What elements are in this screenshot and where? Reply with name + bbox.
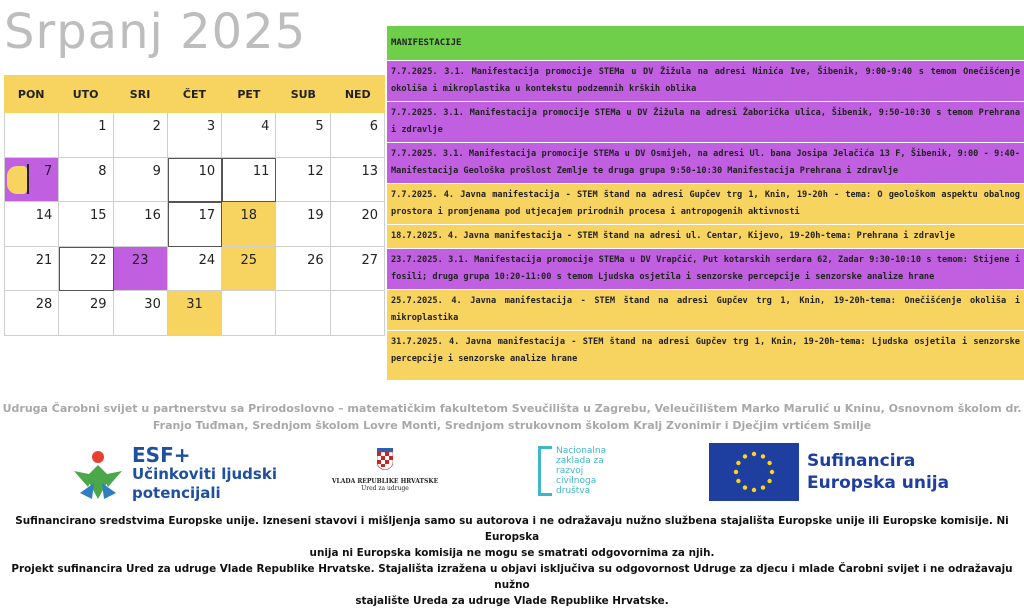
day-cell[interactable]: 27 [331, 247, 385, 292]
event-item: 7.7.2025. 3.1. Manifestacija promocije STEMa u DV Žižula na adresi Žaborička ulica, Šibenik, 9:50-10:30 s temom Prehrana i zdravlje [387, 101, 1024, 142]
day-cell[interactable]: 2 [114, 113, 168, 158]
day-cell[interactable]: 13 [331, 158, 385, 203]
nzrcd-line: razvoj [556, 466, 584, 476]
day-cell[interactable]: 1 [59, 113, 113, 158]
disclaimer-line: Projekt sufinancira Ured za udruge Vlade Republike Hrvatske. Stajališta izražena u objavi isključiva su odgovornost Udruge za djecu i mlade Čarobni svijet i ne odražavaju nužno [11, 563, 1013, 591]
day-cell-event[interactable]: 23 [114, 247, 168, 292]
esf-logo [70, 443, 277, 503]
vlada-logo [330, 448, 440, 492]
events-header: MANIFESTACIJE [387, 26, 1024, 60]
eu-line: Sufinancira [807, 451, 916, 471]
nzrcd-line: zaklada za [556, 456, 604, 466]
nzrcd-line: civilnoga [556, 476, 597, 486]
weekday-fri: PET [237, 87, 261, 101]
partners-text [0, 400, 1024, 434]
day-cell[interactable]: 16 [114, 202, 168, 247]
day-cell[interactable]: 21 [5, 247, 59, 292]
day-cell[interactable] [276, 291, 330, 336]
day-cell[interactable] [5, 113, 59, 158]
vlada-line: Ured za udruge [361, 485, 409, 492]
sponsor-logos [0, 440, 1024, 510]
event-item: 7.7.2025. 3.1. Manifestacija promocije STEMa u DV Žižula na adresi Ninića Ive, Šibenik, 9:00-9:40 s temom Onečišćenje okoliša i mikroplastika u kontekstu podzemnih krških oblika [387, 60, 1024, 101]
croatian-coat-of-arms-icon [377, 448, 393, 470]
day-cell[interactable]: 30 [114, 291, 168, 336]
vlada-line: VLADA REPUBLIKE HRVATSKE [331, 478, 439, 485]
day-cell[interactable]: 9 [114, 158, 168, 203]
calendar-grid [4, 113, 385, 336]
day-cell[interactable]: 28 [5, 291, 59, 336]
disclaimer-line: Sufinancirano sredstvima Europske unije. Izneseni stavovi i mišljenja samo su autorova i ne odražavaju nužno službena stajališta Europske unije ili Europske komisije. Ni Europska [15, 515, 1009, 543]
partners-line: Udruga Čarobni svijet u partnerstvu sa Prirodoslovno – matematičkim fakultetom Sveučilišta u Zagrebu, Veleučilištem Marko Marulić u Kninu, Osnovnom školom dr. [2, 402, 1022, 415]
event-marker [7, 166, 27, 194]
disclaimer-text [0, 513, 1024, 609]
day-cell-event[interactable]: 7 [5, 158, 59, 203]
nzrcd-logo [538, 446, 606, 496]
eu-flag-icon [709, 443, 799, 501]
weekday-sat: SUB [290, 87, 316, 101]
bracket-icon [538, 446, 552, 496]
day-cell[interactable]: 19 [276, 202, 330, 247]
day-cell[interactable]: 15 [59, 202, 113, 247]
page-title: Srpanj 2025 [4, 4, 307, 60]
calendar-weekdays [4, 75, 385, 113]
day-cell[interactable]: 11 [222, 158, 276, 203]
day-cell[interactable]: 24 [168, 247, 222, 292]
event-item: 25.7.2025. 4. Javna manifestacija - STEM štand na adresi Gupčev trg 1, Knin, 19-20h-tema: Onečišćenje okoliša i mikroplastika [387, 289, 1024, 330]
weekday-mon: PON [17, 87, 45, 101]
day-cell[interactable]: 12 [276, 158, 330, 203]
day-cell-event[interactable]: 31 [168, 291, 222, 336]
partners-line: Franjo Tuđman, Srednjom školom Lovre Monti, Srednjom strukovnom školom Kralj Zvonimir i Dječjim vrtićem Smilje [152, 419, 872, 432]
day-cell[interactable]: 14 [5, 202, 59, 247]
weekday-sun: NED [344, 87, 371, 101]
day-cell[interactable]: 20 [331, 202, 385, 247]
day-cell-event[interactable]: 18 [222, 202, 276, 247]
day-cell-event[interactable]: 25 [222, 247, 276, 292]
event-item: 18.7.2025. 4. Javna manifestacija - STEM štand na adresi ul. Centar, Kijevo, 19-20h-tema: Prehrana i zdravlje [387, 224, 1024, 248]
event-item: 7.7.2025. 4. Javna manifestacija - STEM štand na adresi Gupčev trg 1, Knin, 19-20h - tema: O geološkom aspektu obalnog prostora i promjenama pod utjecajem prirodnih procesa i antropogenih aktivnosti [387, 183, 1024, 224]
event-item: 23.7.2025. 3.1. Manifestacija promocije STEMa u DV Vrapčić, Put kotarskih serdara 62, Zadar 9:30-10:10 s temom: Stijene i fosili; druga grupa 10:20-11:00 s temom Ljudska osjetila i senzorske percepcije i senzorske analize hrane [387, 248, 1024, 289]
calendar [4, 75, 385, 336]
day-cell[interactable] [222, 291, 276, 336]
esf-line: potencijali [132, 484, 221, 502]
day-cell[interactable]: 22 [59, 247, 113, 292]
day-cell[interactable]: 17 [168, 202, 222, 247]
nzrcd-line: Nacionalna [556, 446, 607, 456]
event-item: 7.7.2025. 3.1. Manifestacija promocije STEMa u DV Osmijeh, na adresi Ul. bana Josipa Jelačića 13 F, Šibenik, 9:00 - 9:40- Manifestacija Geološka prošlost Zemlje te druga grupa 9:50-10:30 Manifestacija Prehrana i zdravlje [387, 142, 1024, 183]
weekday-tue: UTO [72, 87, 99, 101]
eu-line: Europska unija [807, 473, 950, 493]
disclaimer-line: unija ni Europska komisija ne mogu se smatrati odgovornima za njih. [309, 547, 715, 559]
day-cell[interactable]: 26 [276, 247, 330, 292]
esf-line: Učinkoviti ljudski [132, 465, 277, 483]
day-cell[interactable]: 3 [168, 113, 222, 158]
esf-plus-label: ESF+ [132, 443, 191, 467]
weekday-wed: SRI [129, 87, 151, 101]
esf-icon [70, 447, 126, 503]
weekday-thu: ČET [182, 87, 207, 101]
events-list [387, 26, 1024, 380]
day-cell[interactable] [331, 291, 385, 336]
eu-logo [709, 443, 951, 501]
day-cell[interactable]: 8 [59, 158, 113, 203]
event-item: 31.7.2025. 4. Javna manifestacija - STEM štand na adresi Gupčev trg 1, Knin, 19-20h-tema: Ljudska osjetila i senzorske percepcije i senzorske analize hrane [387, 330, 1024, 380]
day-cell[interactable]: 6 [331, 113, 385, 158]
day-cell[interactable]: 4 [222, 113, 276, 158]
day-cell[interactable]: 5 [276, 113, 330, 158]
day-cell[interactable]: 29 [59, 291, 113, 336]
day-cell[interactable]: 10 [168, 158, 222, 203]
nzrcd-line: društva [556, 486, 591, 496]
today-marker [27, 164, 29, 194]
disclaimer-line: stajalište Ureda za udruge Vlade Republike Hrvatske. [355, 595, 669, 607]
